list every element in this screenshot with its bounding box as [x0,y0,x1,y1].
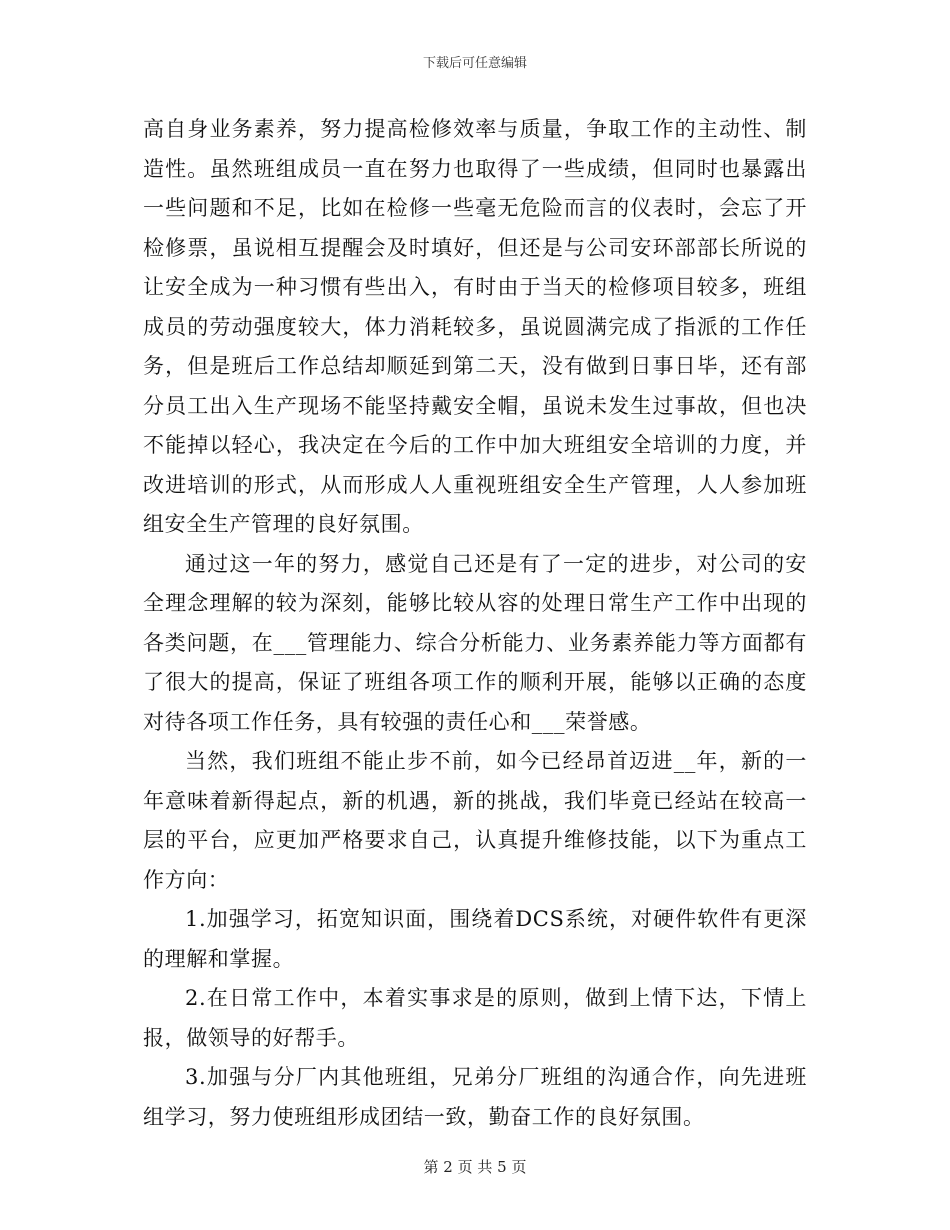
list-item-1: 1.加强学习，拓宽知识面，围绕着DCS系统，对硬件软件有更深的理解和掌握。 [143,907,807,971]
page-header: 下载后可任意编辑 [422,56,527,71]
paragraph-outlook: 当然，我们班组不能止步不前，如今已经昂首迈进__年，新的一年意味着新得起点，新的机遇，新的挑战，我们毕竟已经站在较高一层的平台，应更加严格要求自己，认真提升维修技能，以下为重点工作方向： [143,749,807,892]
page-footer: 第 2 页 共 5 页 [423,1158,527,1176]
paragraph-continuation: 高自身业务素养，努力提高检修效率与质量，争取工作的主动性、制造性。虽然班组成员一直在努力也取得了一些成绩，但同时也暴露出一些问题和不足，比如在检修一些毫无危险而言的仪表时，会忘了开检修票，虽说相互提醒会及时填好，但还是与公司安环部部长所说的让安全成为一种习惯有些出入，有时由于当天的检修项目较多，班组成员的劳动强度较大，体力消耗较多，虽说圆满完成了指派的工作任务，但是班后工作总结却顺延到第二天，没有做到日事日毕，还有部分员工出入生产现场不能坚持戴安全帽，虽说未发生过事故，但也决不能掉以轻心，我决定在今后的工作中加大班组安全培训的力度，并改进培训的形式，从而形成人人重视班组安全生产管理，人人参加班组安全生产管理的良好氛围。 [143,117,807,536]
paragraph-progress: 通过这一年的努力，感觉自己还是有了一定的进步，对公司的安全理念理解的较为深刻，能够比较从容的处理日常生产工作中出现的各类问题，在___管理能力、综合分析能力、业务素养能力等方面都有了很大的提高，保证了班组各项工作的顺利开展，能够以正确的态度对待各项工作任务，具有较强的责任心和___荣誉感。 [143,551,807,734]
list-item-2: 2.在日常工作中，本着实事求是的原则，做到上情下达，下情上报，做领导的好帮手。 [143,986,807,1050]
list-item-3: 3.加强与分厂内其他班组，兄弟分厂班组的沟通合作，向先进班组学习，努力使班组形成团结一致，勤奋工作的良好氛围。 [143,1065,807,1129]
document-body [143,110,807,1137]
